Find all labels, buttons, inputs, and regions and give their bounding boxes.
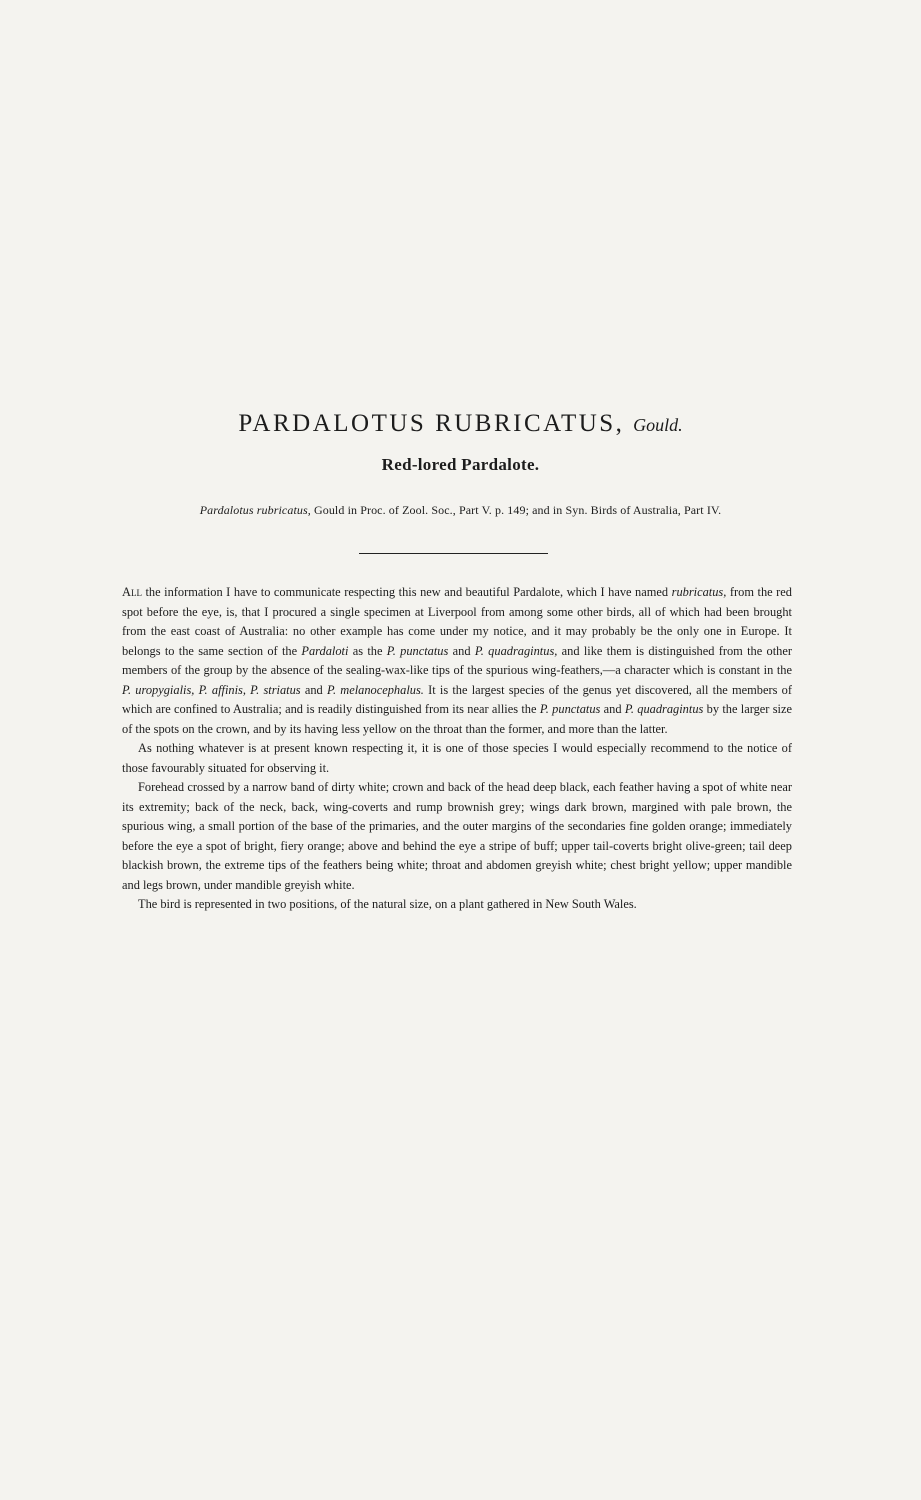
text-run: as the	[348, 643, 387, 658]
body-text	[122, 583, 792, 915]
italic-run: P. quadragintus,	[474, 643, 558, 658]
text-run: It is the largest species of the genus yet discovered, all the members of which are confined to Australia; and is readily distinguished from its near allies the	[122, 682, 792, 716]
species-author: Gould.	[633, 415, 683, 435]
text-run: and	[300, 682, 327, 697]
lead-word: All	[122, 585, 142, 599]
italic-run: Pardaloti	[301, 643, 349, 658]
divider-rule	[359, 553, 548, 554]
italic-run: P. quadragintus	[624, 702, 704, 716]
synonymy-species: Pardalotus rubricatus,	[199, 503, 311, 517]
text-run: and	[600, 702, 625, 716]
page-title	[0, 410, 921, 438]
text-run: by the larger size of the spots on the crown, and by its having less yellow on the throat than the former, and more than the latter.	[122, 702, 792, 736]
synonymy-line	[0, 503, 921, 518]
italic-run: P. punctatus	[386, 643, 449, 658]
text-run: and like them is distinguished from the other members of the group by the absence of the sealing-wax-like tips of the spurious wing-feathers,—a character which is constant in the	[122, 643, 792, 677]
italic-run: P. punctatus	[539, 702, 601, 716]
paragraph-3: Forehead crossed by a narrow band of dirty white; crown and back of the head deep black, each feather having a spot of white near its extremity; back of the neck, back, wing-coverts and rump brownish grey; wings dark brown, margined with pale brown, the spurious wing, a small portion of the base of the primaries, and the outer margins of the secondaries fine golden orange; immediately before the eye a spot of bright, fiery orange; above and behind the eye a stripe of buff; upper tail-coverts bright olive-green; tail deep blackish brown, the extreme tips of the feathers being white; throat and abdomen greyish white; chest bright yellow; upper mandible and legs brown, under mandible greyish white.	[122, 780, 792, 892]
common-name: Red-lored Pardalote.	[381, 455, 540, 474]
italic-run: rubricatus,	[671, 585, 727, 599]
paragraph-2: As nothing whatever is at present known respecting it, it is one of those species I would especially recommend to the notice of those favourably situated for observing it.	[122, 741, 792, 775]
paragraph-1	[122, 583, 792, 739]
italic-run: P. melanocephalus.	[326, 682, 424, 697]
synonymy-reference: Gould in Proc. of Zool. Soc., Part V. p. 149; and in Syn. Birds of Australia, Part IV.	[313, 503, 722, 517]
species-name: PARDALOTUS RUBRICATUS,	[238, 410, 625, 437]
text-run: the information I have to communicate respecting this new and beautiful Pardalote, which I have named	[141, 585, 672, 599]
paragraph-4: The bird is represented in two positions, of the natural size, on a plant gathered in New South Wales.	[138, 897, 637, 911]
italic-run: P. uropygialis, P. affinis, P. striatus	[122, 682, 301, 697]
text-run: and	[448, 643, 475, 658]
text-run: from the red spot before the eye, is, that I procured a single specimen at Liverpool from among some other birds, all of which had been brought from the east coast of Australia: no other example has come under my notice, and it may probably be the only one in Europe. It belongs to the same section of the	[122, 585, 792, 658]
